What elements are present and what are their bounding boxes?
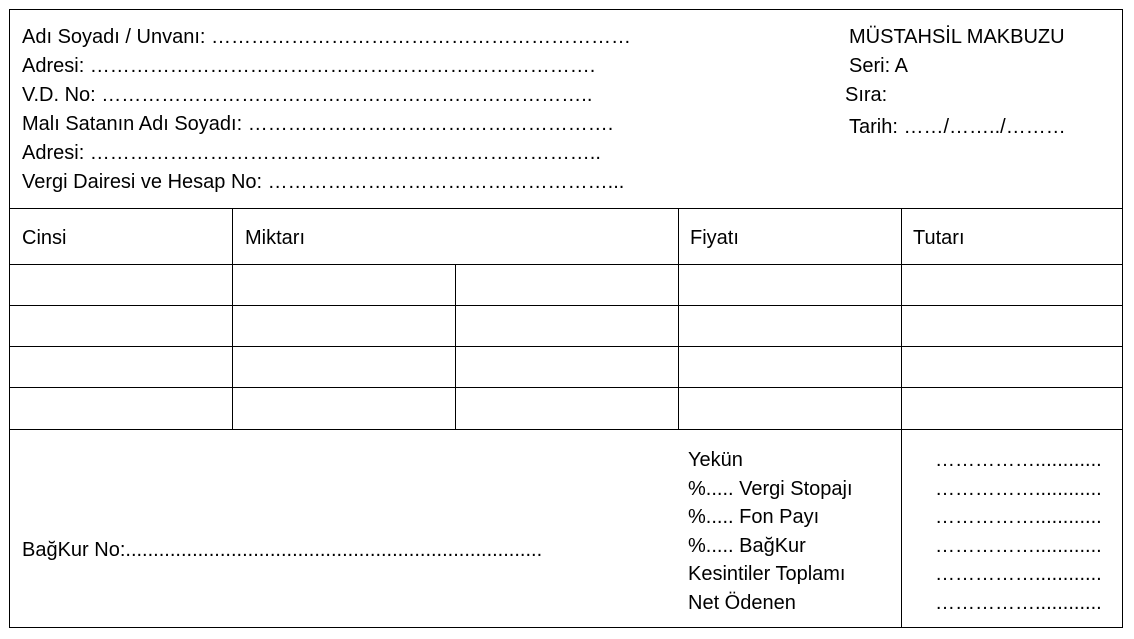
row-divider bbox=[10, 305, 1122, 306]
receipt-header bbox=[10, 10, 1122, 209]
receipt-footer bbox=[10, 430, 1122, 627]
column-header-cinsi: Cinsi bbox=[22, 227, 67, 249]
total-label: Yekün bbox=[688, 449, 743, 471]
net-paid-value: ……………............ bbox=[935, 591, 1102, 614]
seller-address-line: Adresi: ………………………………………………………………….. bbox=[22, 142, 601, 164]
total-deductions-label: Kesintiler Toplamı bbox=[688, 563, 846, 585]
items-table bbox=[10, 209, 1122, 430]
column-header-fiyati: Fiyatı bbox=[690, 227, 739, 249]
total-deductions-value: ……………............ bbox=[935, 563, 1102, 585]
total-value: ……………............ bbox=[935, 449, 1102, 471]
column-divider bbox=[232, 209, 233, 430]
tax-office-account-line: Vergi Dairesi ve Hesap No: ……………………………………………... bbox=[22, 171, 625, 193]
seller-name-line: Malı Satanın Adı Soyadı: ………………………………………………. bbox=[22, 113, 614, 135]
tax-withholding-label: %..... Vergi Stopajı bbox=[688, 477, 853, 500]
bagkur-deduction-value: ……………............ bbox=[935, 534, 1102, 557]
column-header-tutari: Tutarı bbox=[913, 227, 965, 249]
buyer-name-line: Adı Soyadı / Unvanı: ……………………………………………………… bbox=[22, 26, 631, 48]
row-divider bbox=[10, 346, 1122, 347]
receipt-title: MÜSTAHSİL MAKBUZU bbox=[849, 26, 1065, 48]
row-divider bbox=[10, 264, 1122, 265]
row-divider bbox=[10, 387, 1122, 388]
fund-share-label: %..... Fon Payı bbox=[688, 506, 820, 528]
bagkur-number-line: BağKur No:........................................................................... bbox=[22, 539, 543, 561]
column-divider bbox=[678, 209, 679, 430]
net-paid-label: Net Ödenen bbox=[688, 591, 796, 614]
column-divider bbox=[455, 264, 456, 430]
tax-withholding-value: ……………............ bbox=[935, 477, 1102, 500]
column-divider bbox=[901, 209, 902, 430]
sequence-label: Sıra: bbox=[845, 84, 888, 106]
date-label: Tarih: ……/……../……… bbox=[849, 116, 1066, 138]
column-header-miktari: Miktarı bbox=[245, 227, 305, 249]
tax-office-no-line: V.D. No: ……………………………………………………………….. bbox=[22, 84, 593, 106]
receipt-form bbox=[9, 9, 1123, 628]
serial-label: Seri: A bbox=[849, 55, 908, 77]
buyer-address-line: Adresi: …………………………………………………………………. bbox=[22, 55, 596, 77]
column-divider bbox=[901, 430, 902, 627]
fund-share-value: ……………............ bbox=[935, 506, 1102, 528]
bagkur-deduction-label: %..... BağKur bbox=[688, 534, 806, 557]
